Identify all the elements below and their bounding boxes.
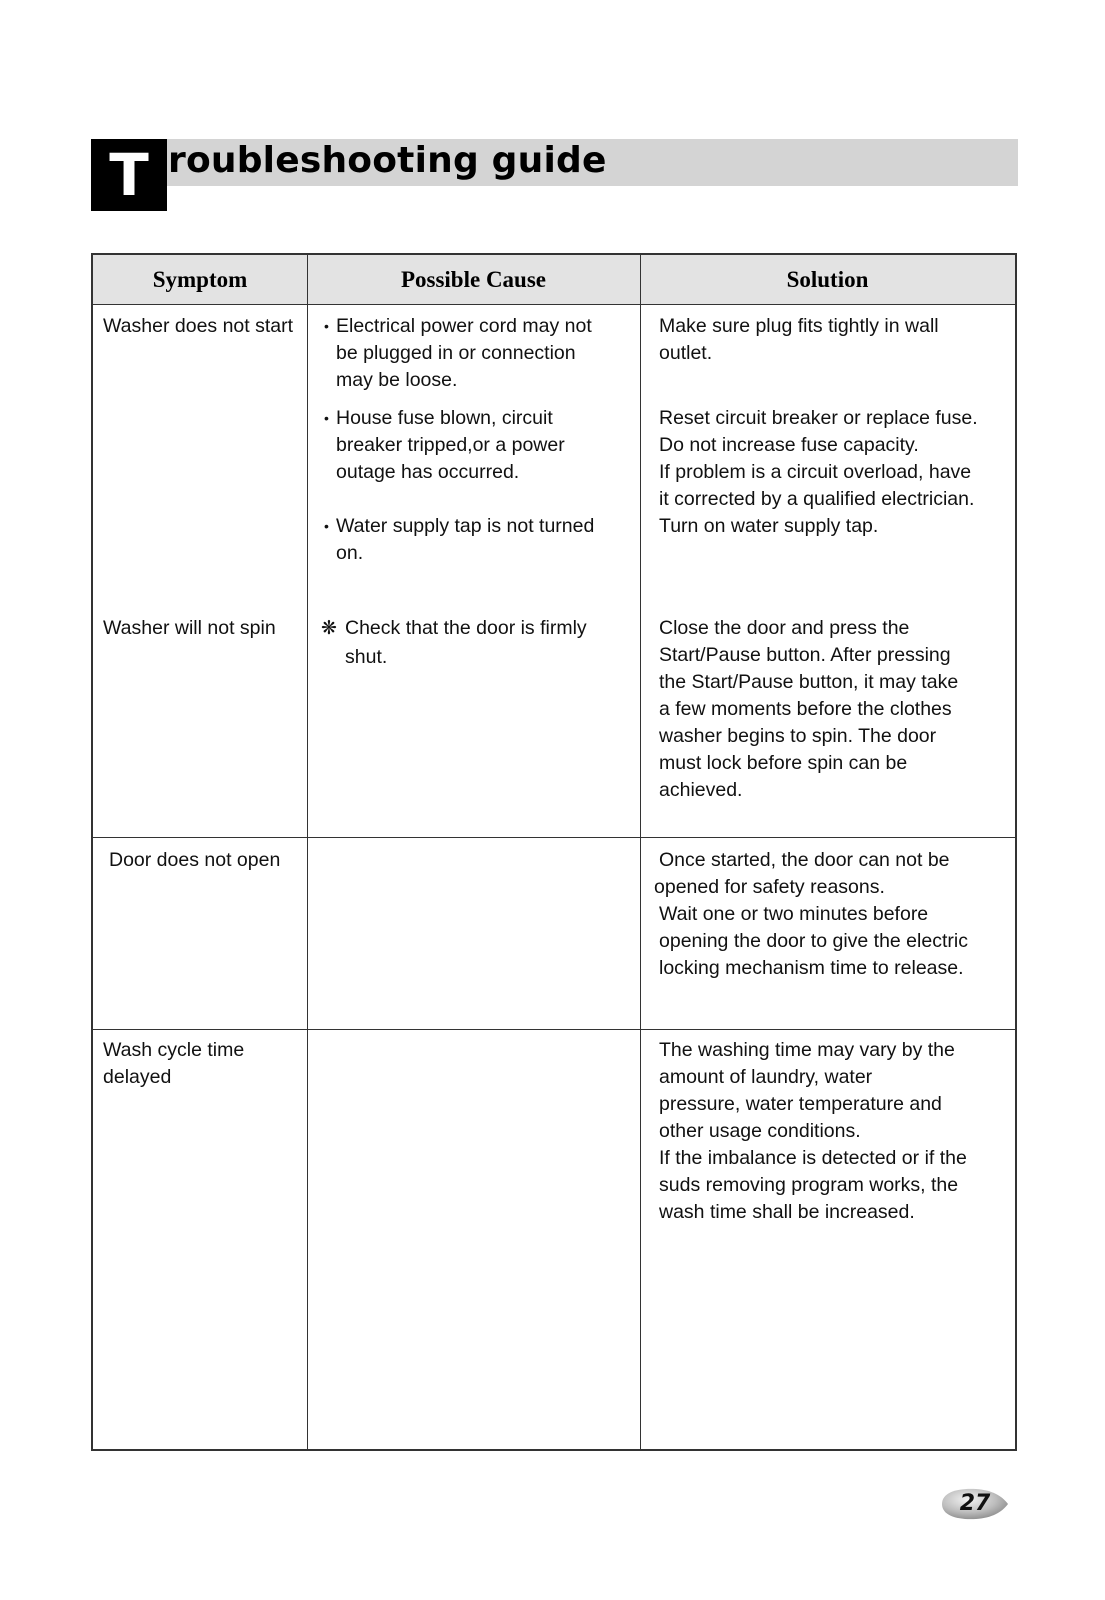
solution-line: washer begins to spin. The door: [659, 725, 937, 747]
row-divider: [93, 837, 1015, 838]
solution-line: If the imbalance is detected or if the: [659, 1147, 967, 1169]
solution-line: Wait one or two minutes before: [659, 903, 929, 925]
cause-line: shut.: [345, 646, 388, 668]
column-header-possible-cause: Possible Cause: [400, 267, 547, 292]
solution-line: suds removing program works, the: [659, 1174, 959, 1196]
troubleshooting-table: [91, 253, 1017, 1451]
symptom-cell: Door does not open: [109, 849, 281, 871]
bullet-icon: •: [324, 410, 329, 426]
column-header-solution: Solution: [786, 267, 869, 292]
solution-line: opened for safety reasons.: [654, 876, 885, 898]
symptom-cell-line: delayed: [103, 1066, 172, 1088]
cause-line: outage has occurred.: [336, 461, 520, 483]
cause-line: Electrical power cord may not: [336, 315, 592, 337]
solution-line: Do not increase fuse capacity.: [659, 434, 919, 456]
page-title: roubleshooting guide: [168, 140, 607, 181]
asterisk-icon: ❋: [321, 618, 337, 639]
solution-line: pressure, water temperature and: [659, 1093, 942, 1115]
solution-line: Reset circuit breaker or replace fuse.: [659, 407, 978, 429]
solution-line: achieved.: [659, 779, 743, 801]
column-divider: [640, 255, 641, 1449]
symptom-cell-line: Wash cycle time: [103, 1039, 245, 1061]
row-divider: [93, 304, 1015, 305]
solution-line: Close the door and press the: [659, 617, 910, 639]
title-initial-block: T: [91, 139, 167, 211]
solution-line: it corrected by a qualified electrician.: [659, 488, 975, 510]
solution-line: Once started, the door can not be: [659, 849, 950, 871]
cause-line: breaker tripped,or a power: [336, 434, 565, 456]
cause-line: on.: [336, 542, 364, 564]
cause-line: be plugged in or connection: [336, 342, 576, 364]
solution-line: Turn on water supply tap.: [659, 515, 879, 537]
solution-line: wash time shall be increased.: [659, 1201, 915, 1223]
cause-line: Check that the door is firmly: [345, 617, 587, 639]
row-divider: [93, 1029, 1015, 1030]
solution-line: opening the door to give the electric: [659, 930, 968, 952]
solution-line: outlet.: [659, 342, 713, 364]
solution-line: Make sure plug fits tightly in wall: [659, 315, 939, 337]
solution-line: the Start/Pause button, it may take: [659, 671, 959, 693]
solution-line: If problem is a circuit overload, have: [659, 461, 972, 483]
solution-line: a few moments before the clothes: [659, 698, 952, 720]
symptom-cell: Washer does not start: [103, 315, 294, 337]
bullet-icon: •: [324, 318, 329, 334]
cause-line: House fuse blown, circuit: [336, 407, 553, 429]
cause-line: may be loose.: [336, 369, 458, 391]
solution-line: must lock before spin can be: [659, 752, 908, 774]
solution-line: The washing time may vary by the: [659, 1039, 955, 1061]
solution-line: Start/Pause button. After pressing: [659, 644, 951, 666]
column-divider: [307, 255, 308, 1449]
page-number: 27: [959, 1491, 991, 1516]
column-header-symptom: Symptom: [152, 267, 248, 292]
solution-line: amount of laundry, water: [659, 1066, 873, 1088]
bullet-icon: •: [324, 518, 329, 534]
cause-line: Water supply tap is not turned: [336, 515, 595, 537]
solution-line: locking mechanism time to release.: [659, 957, 964, 979]
symptom-cell: Washer will not spin: [103, 617, 276, 639]
solution-line: other usage conditions.: [659, 1120, 861, 1142]
